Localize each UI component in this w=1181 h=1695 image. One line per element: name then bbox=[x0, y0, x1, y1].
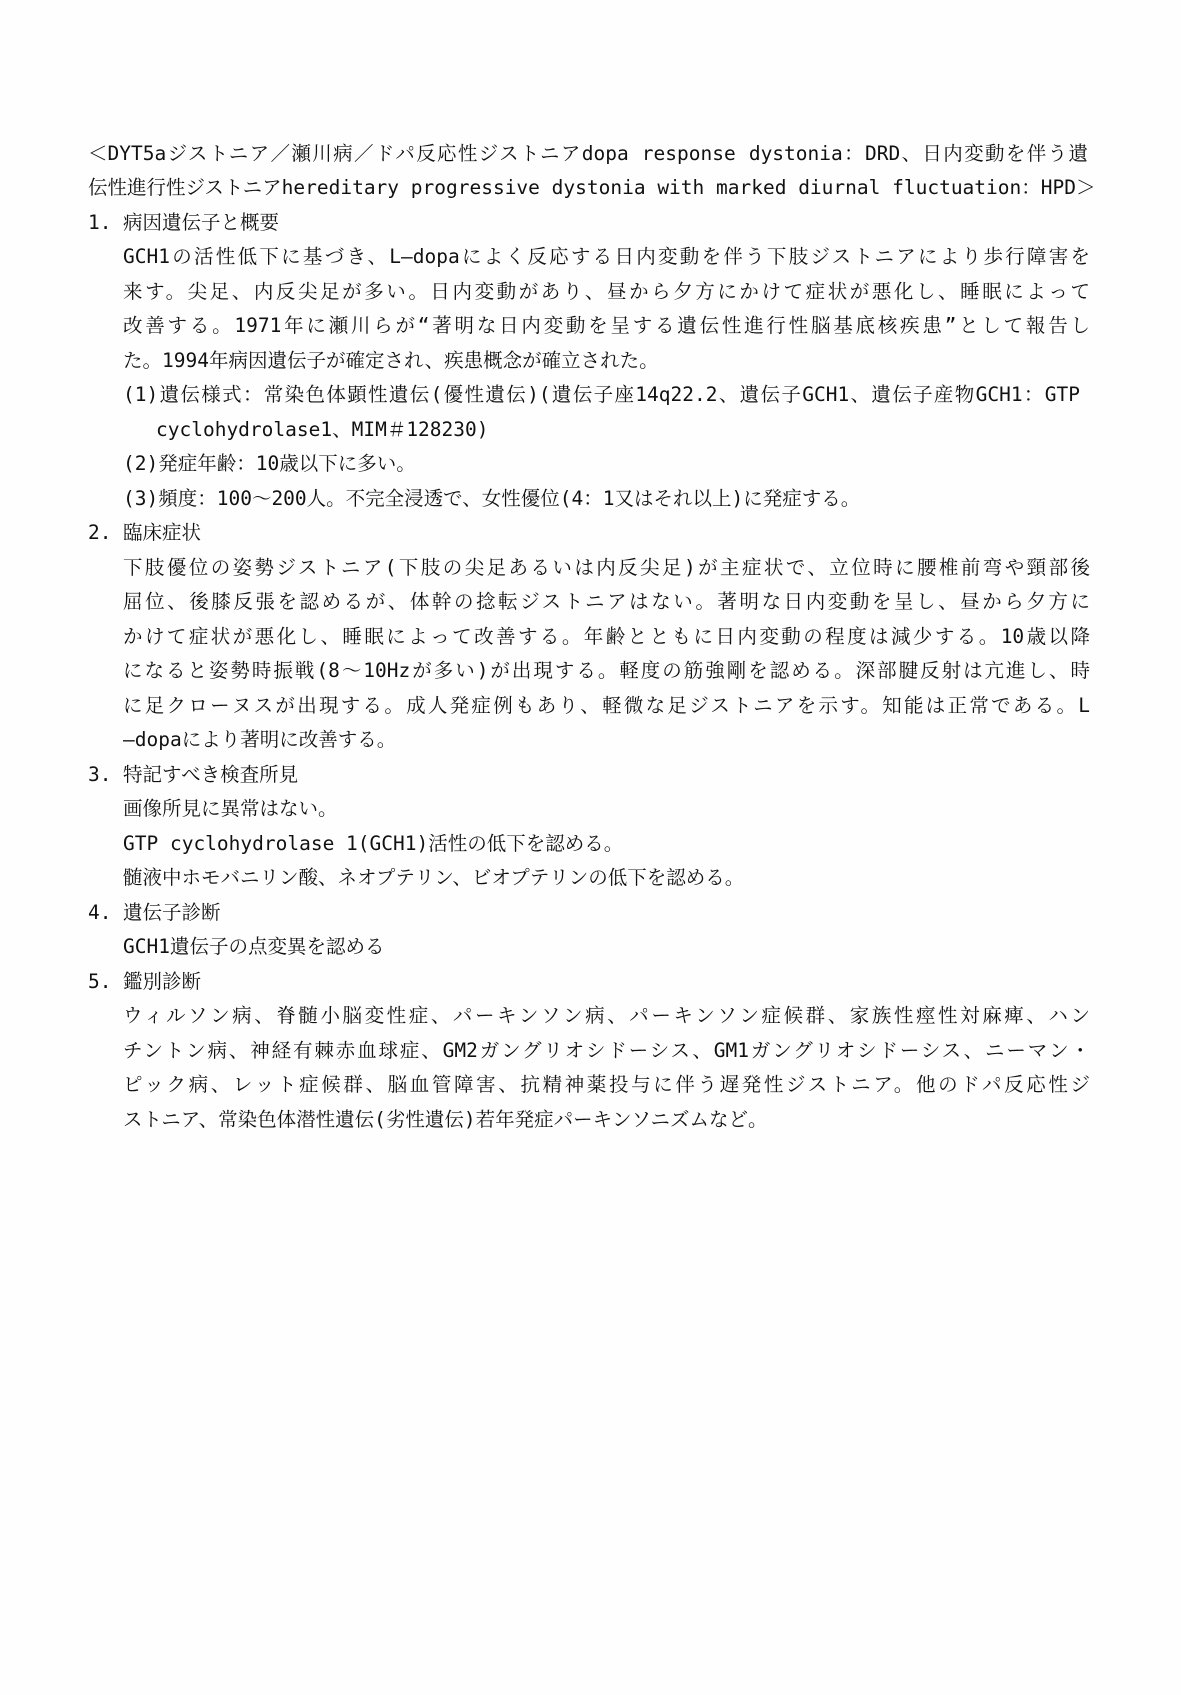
section-number: 4. bbox=[88, 901, 112, 924]
section-title: 病因遺伝子と概要 bbox=[123, 211, 280, 234]
section-3-body-line: GTP cyclohydrolase 1(GCH1)活性の低下を認める。 bbox=[123, 832, 624, 855]
section-1-body-line: た。1994年病因遺伝子が確定され、疾患概念が確立された。 bbox=[123, 349, 659, 372]
section-1-body-line: 改善する。1971年に瀬川らが“著明な日内変動を呈する遺伝性進行性脳基底核疾患”として報告し bbox=[123, 314, 1090, 337]
section-4-heading bbox=[88, 896, 221, 930]
section-4-body-line: GCH1遺伝子の点変異を認める bbox=[123, 935, 385, 958]
document-title-line-2: 伝性進行性ジストニアhereditary progressive dystonia with marked diurnal fluctuation：HPD＞ bbox=[88, 176, 1096, 199]
section-5-body-line: ストニア、常染色体潜性遺伝(劣性遺伝)若年発症パーキンソニズムなど。 bbox=[123, 1108, 768, 1131]
section-5-body-line: ピック病、レット症候群、脳血管障害、抗精神薬投与に伴う遅発性ジストニア。他のドパ反応性ジ bbox=[123, 1073, 1090, 1096]
section-title: 鑑別診断 bbox=[123, 970, 202, 993]
section-1-heading bbox=[88, 206, 279, 240]
section-2-body-line: かけて症状が悪化し、睡眠によって改善する。年齢とともに日内変動の程度は減少する。10歳以降 bbox=[123, 625, 1090, 648]
section-2-body-line: 下肢優位の姿勢ジストニア(下肢の尖足あるいは内反尖足)が主症状で、立位時に腰椎前弯や頸部後 bbox=[123, 556, 1090, 579]
section-3-heading bbox=[88, 758, 298, 792]
section-2-body-line: 屈位、後膝反張を認めるが、体幹の捻転ジストニアはない。著明な日内変動を呈し、昼から夕方に bbox=[123, 590, 1090, 613]
inheritance-item: (1)遺伝様式：常染色体顕性遺伝(優性遺伝)(遺伝子座14q22.2、遺伝子GCH1、遺伝子産物GCH1：GTP bbox=[123, 383, 1080, 406]
section-title: 特記すべき検査所見 bbox=[123, 763, 299, 786]
section-2-body-line: に足クローヌスが出現する。成人発症例もあり、軽微な足ジストニアを示す。知能は正常である。L bbox=[123, 694, 1090, 717]
section-3-body-line: 画像所見に異常はない。 bbox=[123, 797, 338, 820]
section-2-body-line: —dopaにより著明に改善する。 bbox=[123, 728, 397, 751]
section-1-body-line: GCH1の活性低下に基づき、L—dopaによく反応する日内変動を伴う下肢ジストニアにより歩行障害を bbox=[123, 245, 1090, 268]
section-number: 2. bbox=[88, 521, 112, 544]
section-title: 遺伝子診断 bbox=[123, 901, 221, 924]
document-title-line-1: ＜DYT5aジストニア／瀬川病／ドパ反応性ジストニアdopa response dystonia：DRD、日内変動を伴う遺 bbox=[88, 142, 1088, 165]
section-3-body-line: 髄液中ホモバニリン酸、ネオプテリン、ビオプテリンの低下を認める。 bbox=[123, 866, 745, 889]
section-2-body-line: になると姿勢時振戦(8〜10Hzが多い)が出現する。軽度の筋強剛を認める。深部腱反射は亢進し、時 bbox=[123, 659, 1090, 682]
onset-age-item: (2)発症年齢：10歳以下に多い。 bbox=[123, 452, 416, 475]
section-1-body-line: 来す。尖足、内反尖足が多い。日内変動があり、昼から夕方にかけて症状が悪化し、睡眠によって bbox=[123, 280, 1090, 303]
section-2-heading bbox=[88, 516, 201, 550]
section-number: 3. bbox=[88, 763, 112, 786]
section-5-body-line: チントン病、神経有棘赤血球症、GM2ガングリオシドーシス、GM1ガングリオシドーシス、ニーマン・ bbox=[123, 1039, 1090, 1062]
frequency-item: (3)頻度：100〜200人。不完全浸透で、女性優位(4：1又はそれ以上)に発症する。 bbox=[123, 487, 861, 510]
section-5-heading bbox=[88, 965, 201, 999]
section-number: 5. bbox=[88, 970, 112, 993]
inheritance-item-continued: cyclohydrolase1、MIM＃128230) bbox=[156, 418, 489, 441]
section-title: 臨床症状 bbox=[123, 521, 202, 544]
section-number: 1. bbox=[88, 211, 112, 234]
section-5-body-line: ウィルソン病、脊髄小脳変性症、パーキンソン病、パーキンソン症候群、家族性痙性対麻痺、ハン bbox=[123, 1004, 1090, 1027]
